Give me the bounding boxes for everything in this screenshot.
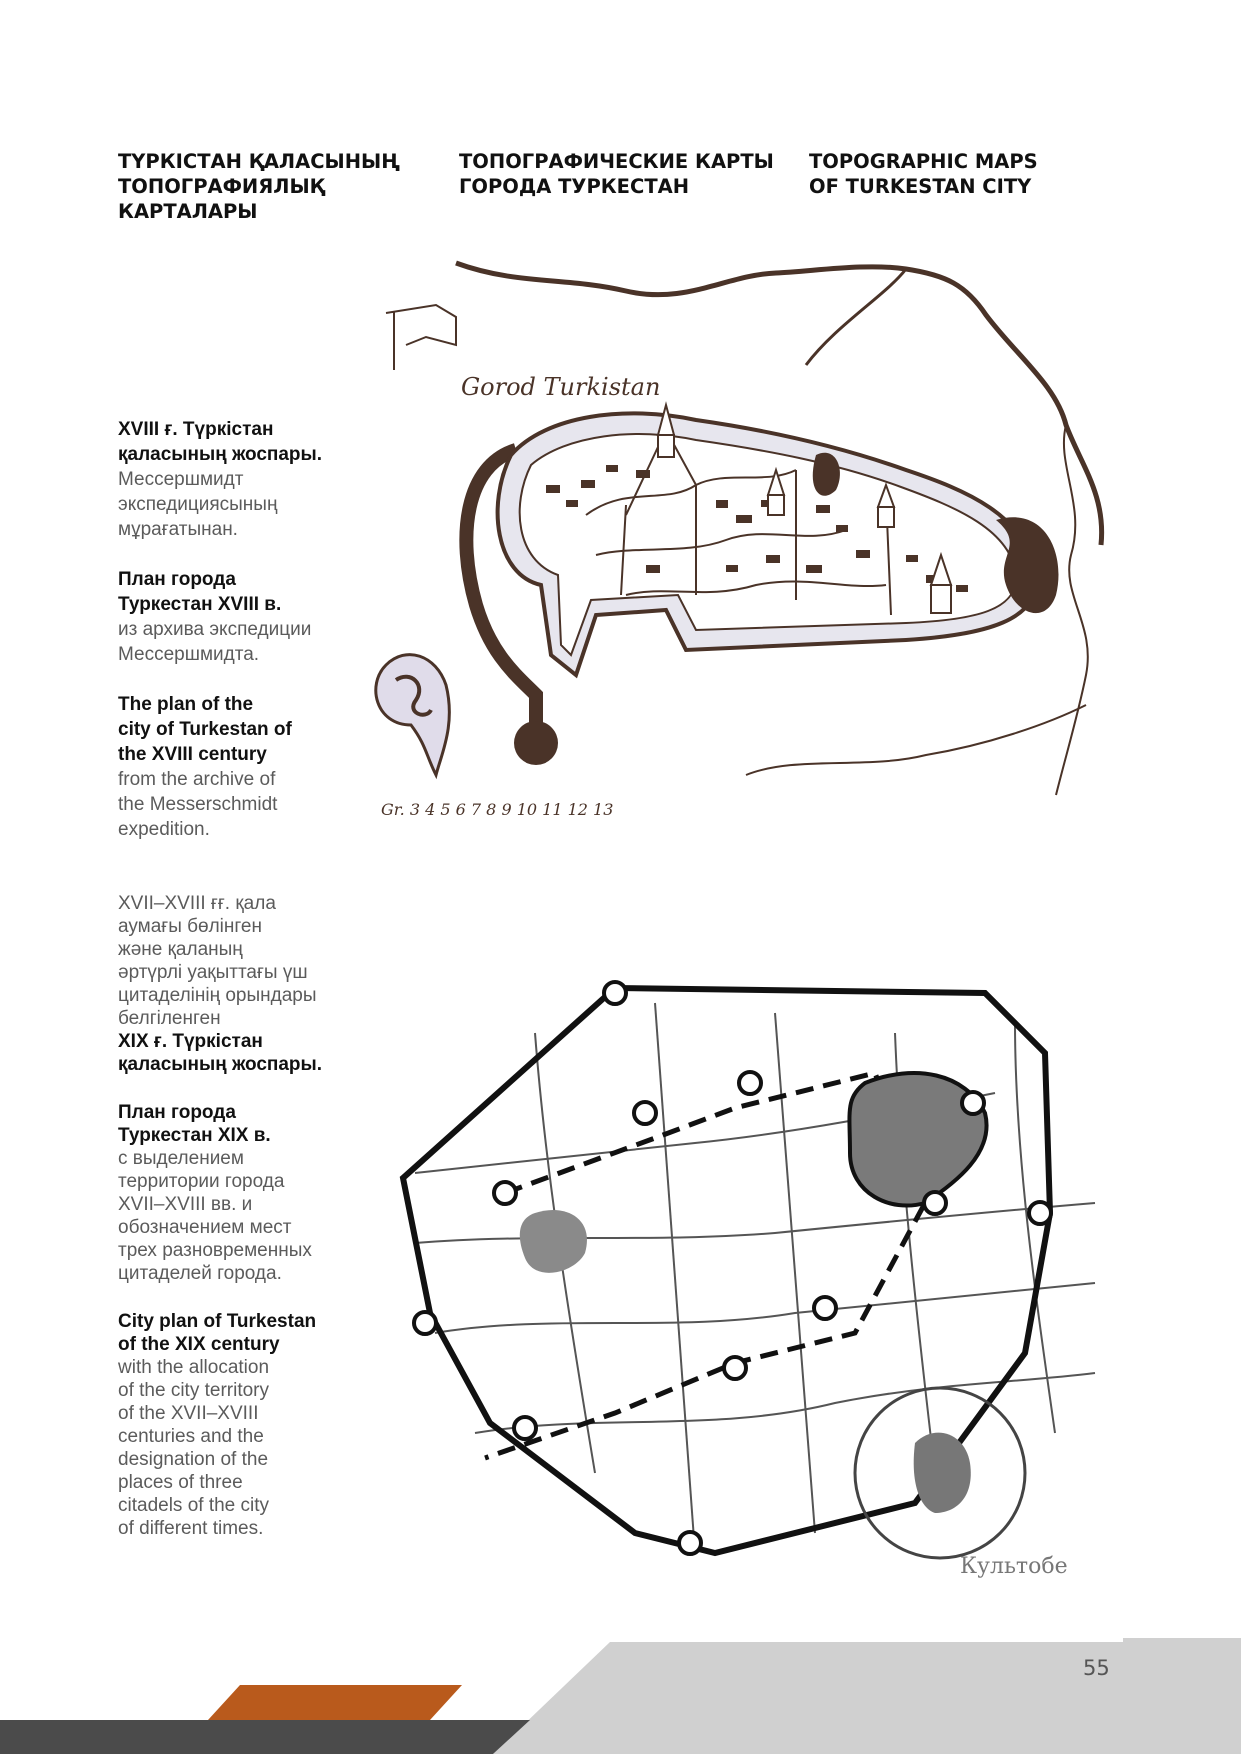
- caption2-kz-text: XVII–XVIII ғғ. қала аумағы бөлінген және қаланың әртүрлі уақыттағы үш цитаделінің орындары белгіленген: [118, 893, 317, 1029]
- page-number: 55: [1083, 1656, 1110, 1680]
- caption-kz-title: XVIII ғ. Түркістан қаласының жоспары.: [118, 419, 323, 465]
- caption-kz-text: Мессершмидт экспедициясының мұрағатынан.: [118, 469, 278, 540]
- map2-place-label: Культобе: [960, 1554, 1068, 1579]
- caption2-en-title: City plan of Turkestan of the XIX century: [118, 1311, 317, 1355]
- caption-ru-title: План города Туркестан XVIII в.: [118, 569, 282, 615]
- caption-en-title: The plan of the city of Turkestan of the XVIII century: [118, 694, 292, 765]
- caption-en-text: from the archive of the Messerschmidt expedition.: [118, 769, 278, 840]
- caption2-kz-title: XIX ғ. Түркістан қаласының жоспары.: [118, 1031, 323, 1075]
- header-russian: ТОПОГРАФИЧЕСКИЕ КАРТЫ ГОРОДА ТУРКЕСТАН: [459, 150, 774, 198]
- caption2-en-text: with the allocation of the city territory of the XVII–XVIII centuries and the designation of the places of three citadels of the city of different times.: [118, 1357, 270, 1539]
- caption-ru-text: из архива экспедиции Мессершмидта.: [118, 619, 312, 665]
- caption2-ru-title: План города Туркестан XIX в.: [118, 1102, 271, 1146]
- header-kazakh: ТҮРКІСТАН ҚАЛАСЫНЫҢ ТОПОГРАФИЯЛЫҚ КАРТАЛАРЫ: [118, 150, 400, 223]
- caption2-ru-text: с выделением территории города XVII–XVIII вв. и обозначением мест трех разновременных цитаделей города.: [118, 1148, 312, 1284]
- header-english: TOPOGRAPHIC MAPS OF TURKESTAN CITY: [809, 150, 1038, 198]
- map1-scale-note: Gr. 3 4 5 6 7 8 9 10 11 12 13: [381, 800, 614, 819]
- map1-handwritten-title: Gorod Turkistan: [461, 373, 661, 401]
